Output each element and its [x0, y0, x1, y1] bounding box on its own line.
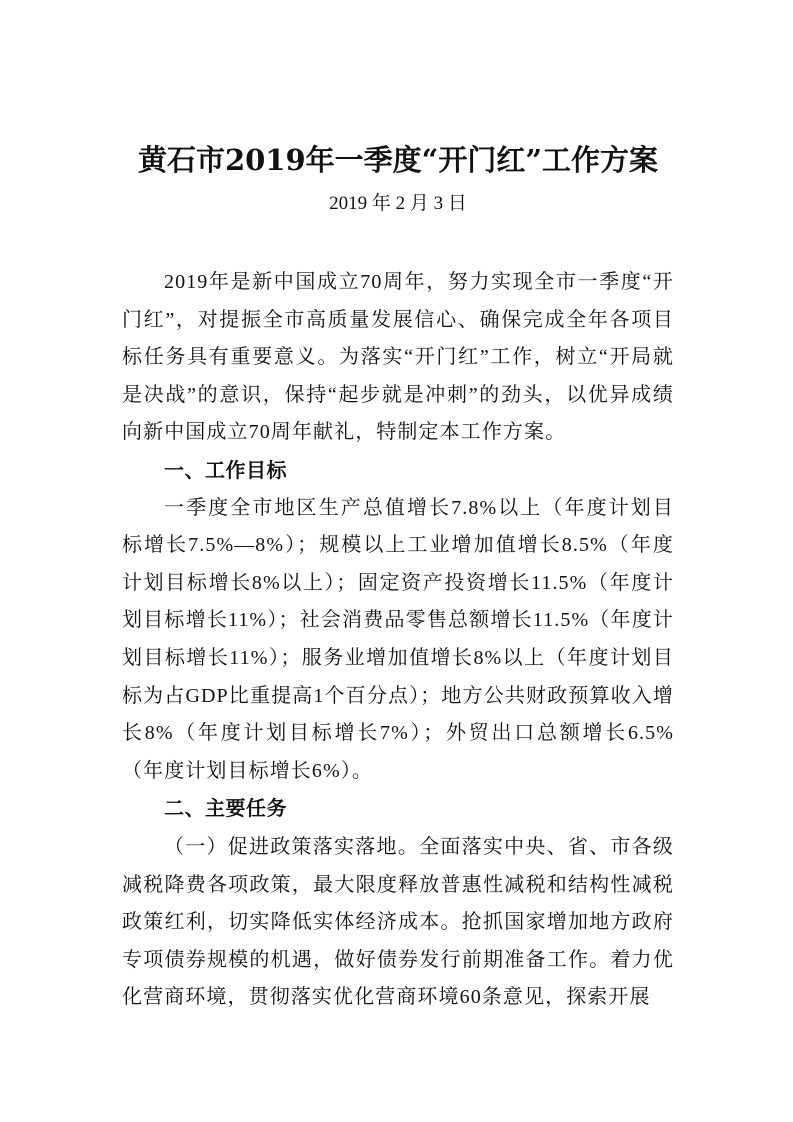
goals-paragraph: 一季度全市地区生产总值增长7.8%以上（年度计划目标增长7.5%—8%）；规模以上工业增加值增长8.5%（年度计划目标增长8%以上）；固定资产投资增长11.5%（年度计划目标增长11%）；社会消费品零售总额增长11.5%（年度计划目标增长11%）；服务业增加值增长8%以上（年度计划目标为占GDP比重提高1个百分点）；地方公共财政预算收入增长8%（年度计划目标增长7%）；外贸出口总额增长6.5%（年度计划目标增长6%）。 [122, 496, 674, 782]
document-body [122, 264, 674, 1017]
section-heading-tasks: 二、主要任务 [164, 796, 287, 821]
tasks-paragraph [122, 828, 674, 1017]
document-title: 黄石市2019年一季度“开门红”工作方案 [137, 143, 659, 177]
document-date: 2019 年 2 月 3 日 [329, 193, 467, 214]
intro-paragraph: 2019年是新中国成立70周年，努力实现全市一季度“开门红”，对提振全市高质量发展信心、确保完成全年各项目标任务具有重要意义。为落实“开门红”工作，树立“开局就是决战”的意识，保持“起步就是冲刺”的劲头，以优异成绩向新中国成立70周年献礼，特制定本工作方案。 [122, 271, 674, 444]
subsection-text: 全面落实中央、省、市各级减税降费各项政策，最大限度释放普惠性减税和结构性减税政策红利，切实降低实体经济成本。抢抓国家增加地方政府专项债券规模的机遇，做好债券发行前期准备工作。着力优化营商环境，贯彻落实优化营商环境60条意见，探索开展 [122, 835, 674, 1009]
subsection-lead: （一）促进政策落实落地。 [164, 833, 420, 858]
section-heading-goals: 一、工作目标 [164, 457, 287, 482]
